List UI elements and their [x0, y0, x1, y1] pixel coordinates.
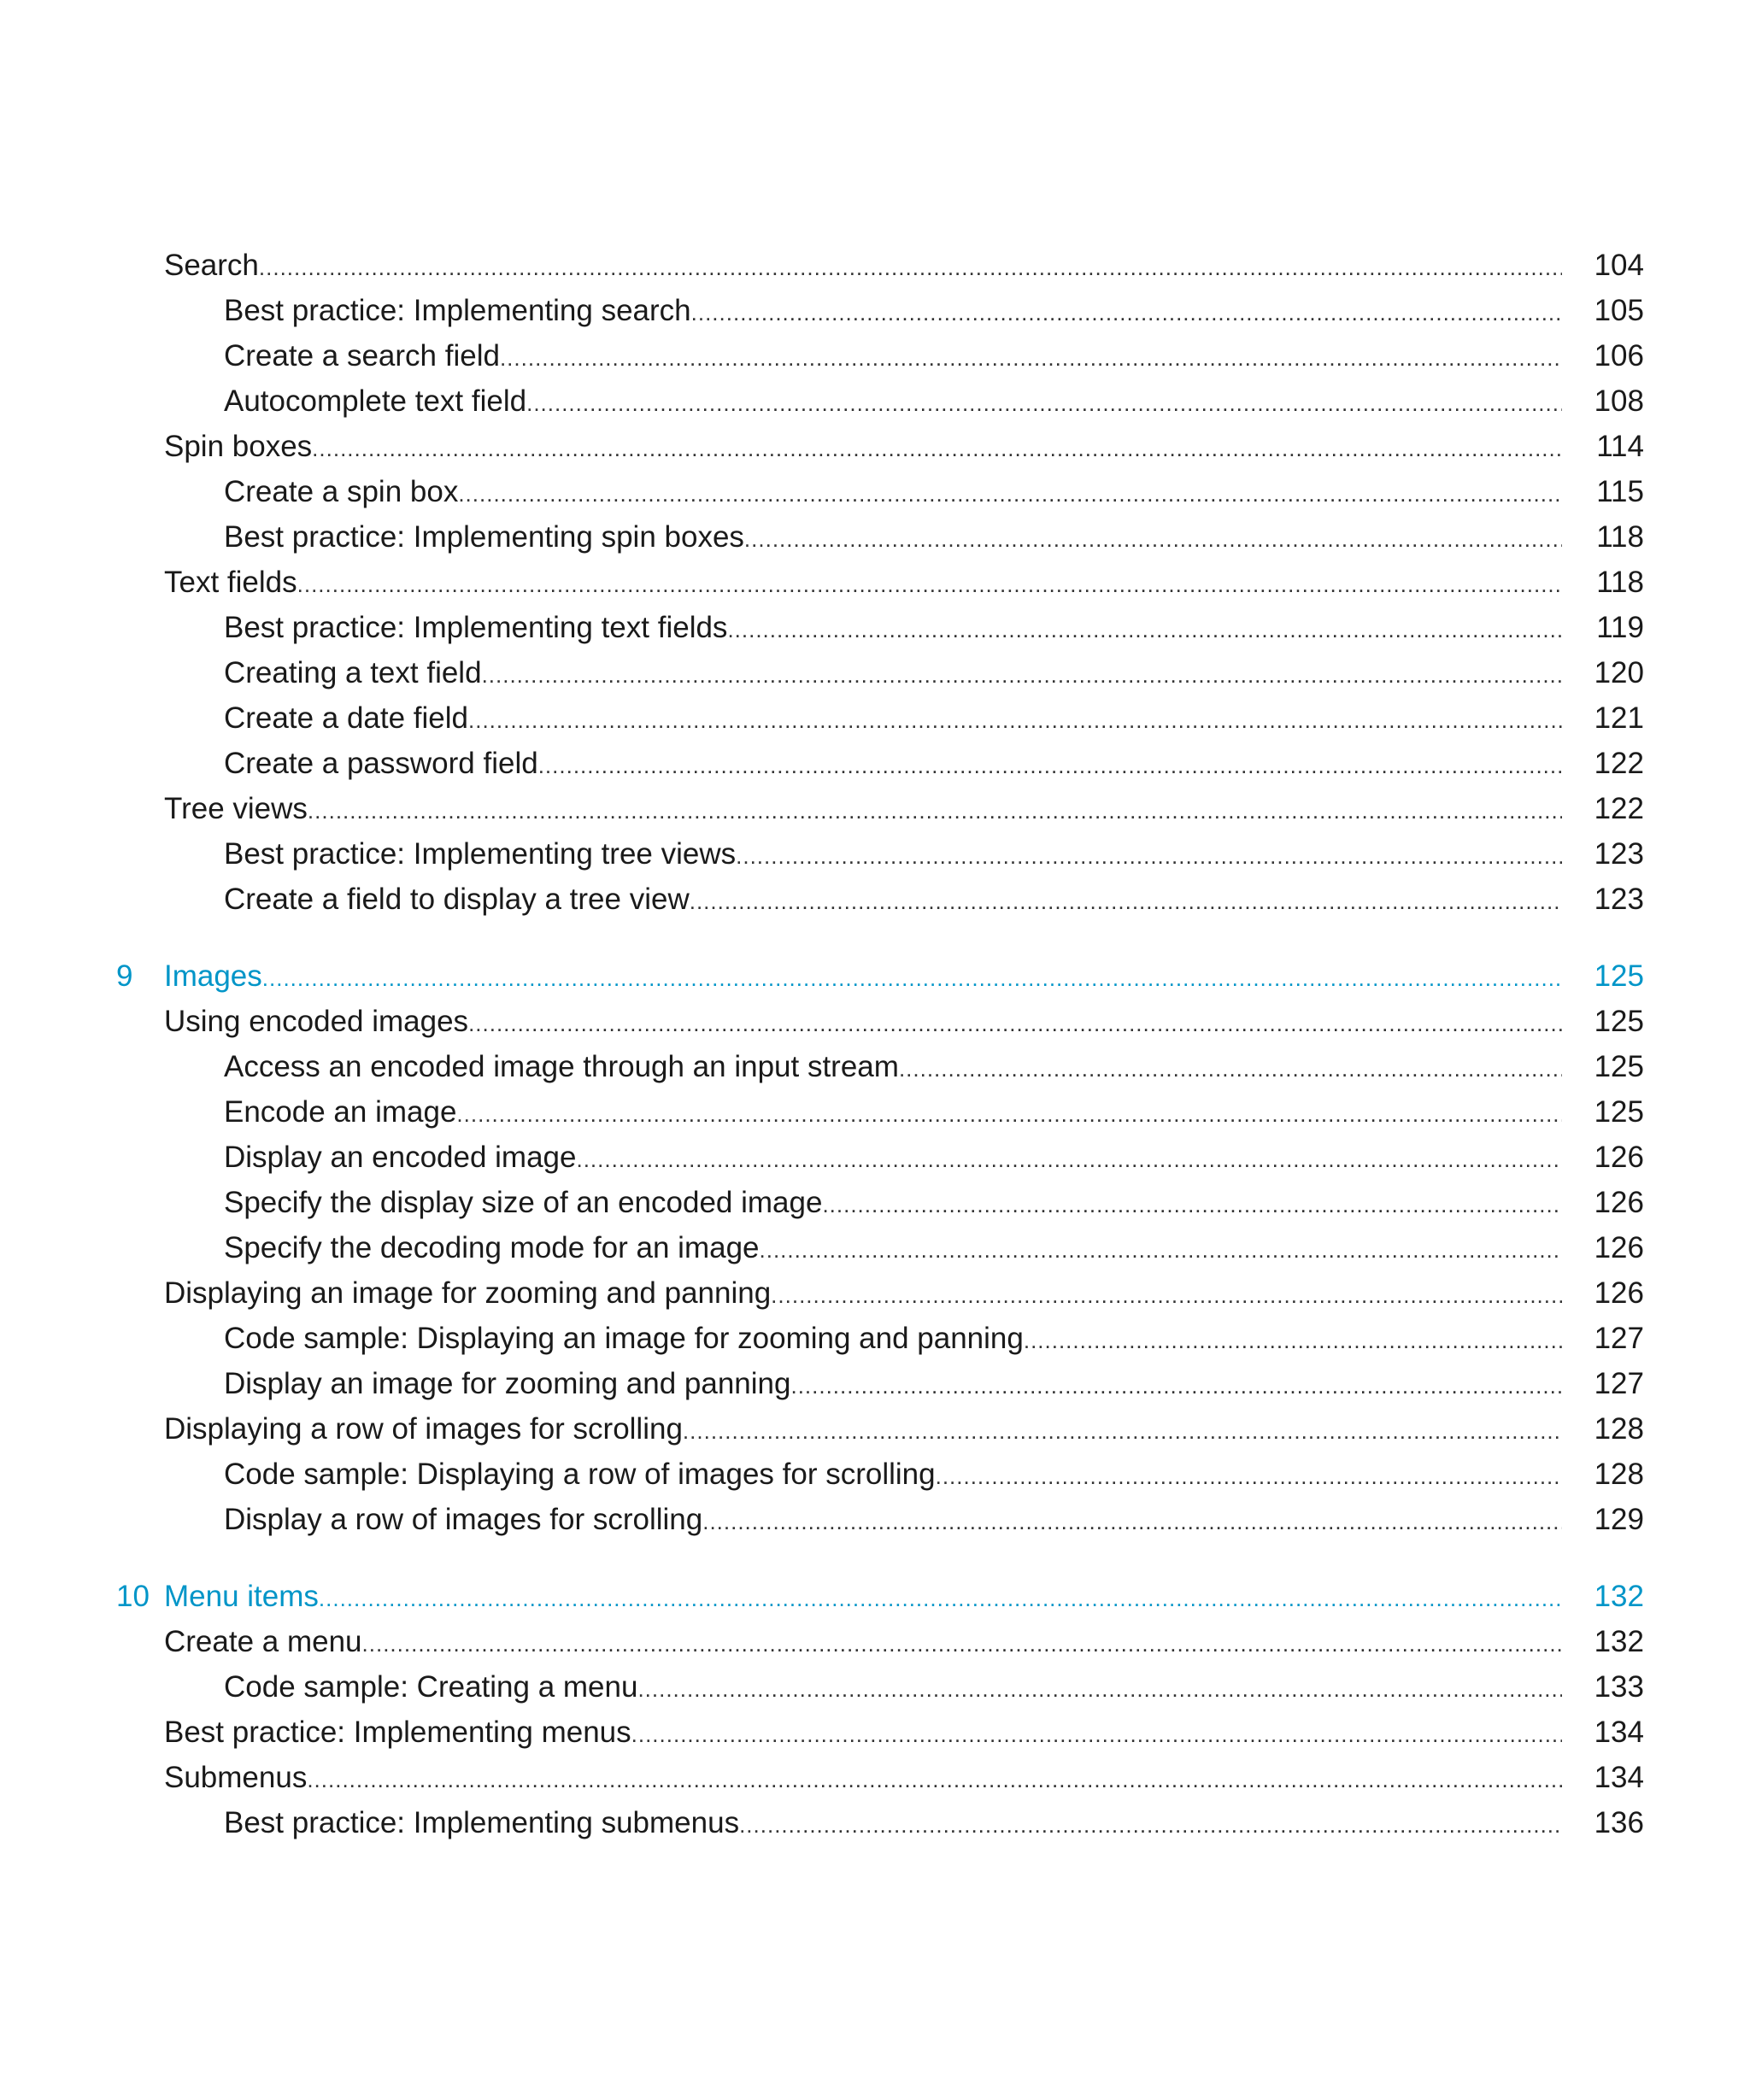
dot-leader: [297, 561, 1562, 607]
toc-entry-title: Specify the display size of an encoded image: [224, 1186, 823, 1219]
toc-entry-link[interactable]: [224, 1361, 1562, 1409]
toc-page-number: 126: [1594, 1231, 1644, 1264]
toc-entry[interactable]: [0, 1755, 1750, 1801]
toc-entry[interactable]: [0, 605, 1750, 651]
toc-entry-link[interactable]: [224, 1180, 1562, 1228]
toc-entry[interactable]: [0, 243, 1750, 289]
toc-entry-title: Submenus: [164, 1761, 308, 1794]
dot-leader: [936, 1453, 1562, 1499]
toc-entry-link[interactable]: [224, 695, 1562, 743]
toc-page-number: 128: [1594, 1412, 1644, 1446]
toc-page-number: 125: [1594, 1050, 1644, 1083]
toc-entry-title: Encode an image: [224, 1095, 457, 1129]
toc-page-number: 136: [1594, 1806, 1644, 1839]
toc-entry-title: Images: [164, 959, 262, 993]
toc-entry[interactable]: [0, 1225, 1750, 1271]
toc-page-number: 115: [1596, 475, 1644, 508]
toc-entry-title: Using encoded images: [164, 1005, 469, 1038]
toc-page-number: 118: [1596, 566, 1644, 599]
toc-page-number: 120: [1594, 656, 1644, 689]
toc-entry[interactable]: [0, 514, 1750, 560]
toc-entry[interactable]: [0, 424, 1750, 470]
toc-entry-link[interactable]: [164, 1619, 1562, 1667]
toc-entry[interactable]: [0, 831, 1750, 877]
toc-page-number: 122: [1594, 792, 1644, 825]
dot-leader: [526, 380, 1562, 426]
dot-leader: [899, 1046, 1562, 1092]
toc-entry[interactable]: [0, 1316, 1750, 1362]
toc-entry-link[interactable]: [224, 1497, 1562, 1545]
toc-page-number: 118: [1596, 520, 1644, 554]
dot-leader: [482, 652, 1562, 698]
toc-entry-link[interactable]: [224, 378, 1562, 426]
toc-page-number: 126: [1594, 1276, 1644, 1310]
toc-page-number: 134: [1594, 1716, 1644, 1749]
toc-page-number: 125: [1594, 1005, 1644, 1038]
toc-page-number: 126: [1594, 1186, 1644, 1219]
toc-entry-title: Create a spin box: [224, 475, 459, 508]
dot-leader: [690, 878, 1562, 924]
toc-entry[interactable]: [0, 1361, 1750, 1407]
toc-entry-title: Display an image for zooming and panning: [224, 1367, 791, 1400]
toc-entry-title: Best practice: Implementing search: [224, 294, 691, 327]
dot-leader: [702, 1499, 1562, 1545]
toc-page-number: 121: [1594, 701, 1644, 735]
toc-entry-link[interactable]: [224, 1452, 1562, 1499]
toc-entry[interactable]: [0, 650, 1750, 696]
dot-leader: [308, 788, 1562, 834]
toc-entry-title: Specify the decoding mode for an image: [224, 1231, 760, 1264]
dot-leader: [319, 1575, 1562, 1622]
dot-leader: [771, 1272, 1562, 1318]
toc-entry-title: Search: [164, 249, 259, 282]
toc-entry-link[interactable]: [224, 1135, 1562, 1182]
toc-page-number: 106: [1594, 339, 1644, 372]
dot-leader: [727, 607, 1562, 653]
dot-leader: [458, 471, 1562, 517]
toc-entry-title: Code sample: Displaying a row of images for scrolling: [224, 1458, 936, 1491]
dot-leader: [691, 290, 1562, 336]
toc-entry-link[interactable]: [224, 333, 1562, 381]
toc-entry[interactable]: [0, 1180, 1750, 1226]
dot-leader: [362, 1621, 1562, 1667]
toc-entry-title: Code sample: Creating a menu: [224, 1670, 638, 1704]
toc-entry-link[interactable]: [224, 469, 1562, 517]
dot-leader: [262, 955, 1562, 1001]
toc-entry[interactable]: [0, 1406, 1750, 1452]
toc-entry-title: Create a search field: [224, 339, 500, 372]
toc-page-number: 114: [1596, 430, 1644, 463]
toc-entry[interactable]: [0, 1089, 1750, 1135]
toc-entry-link[interactable]: [224, 1044, 1562, 1092]
toc-entry[interactable]: [0, 1800, 1750, 1846]
dot-leader: [790, 1363, 1562, 1409]
toc-entry-title: Display an encoded image: [224, 1141, 577, 1174]
toc-entry-link[interactable]: [164, 560, 1562, 607]
toc-entry-link[interactable]: [224, 1664, 1562, 1712]
chapter-number: 10: [116, 1580, 150, 1613]
toc-entry-title: Create a field to display a tree view: [224, 883, 690, 916]
toc-entry-title: Creating a text field: [224, 656, 482, 689]
toc-entry-link[interactable]: [224, 1800, 1562, 1848]
dot-leader: [500, 335, 1562, 381]
toc-entry[interactable]: [0, 288, 1750, 334]
toc-entry-title: Create a menu: [164, 1625, 362, 1658]
toc-entry-link[interactable]: [224, 831, 1562, 879]
toc-page-number: 123: [1594, 883, 1644, 916]
toc-page-number: 126: [1594, 1141, 1644, 1174]
toc-chapter-entry[interactable]: [0, 953, 1750, 1000]
toc-entry[interactable]: [0, 999, 1750, 1045]
dot-leader: [576, 1136, 1562, 1182]
toc-entry-link[interactable]: [164, 786, 1562, 834]
toc-entry-link[interactable]: [224, 877, 1562, 924]
toc-page-number: 127: [1594, 1367, 1644, 1400]
toc-entry[interactable]: [0, 786, 1750, 832]
toc-entry-title: Menu items: [164, 1580, 319, 1613]
toc-entry-link[interactable]: [164, 1270, 1562, 1318]
toc-entry[interactable]: [0, 1270, 1750, 1317]
dot-leader: [744, 516, 1562, 562]
toc-entry-link[interactable]: [164, 243, 1562, 290]
toc-entry-title: Display a row of images for scrolling: [224, 1503, 703, 1536]
dot-leader: [631, 1711, 1562, 1757]
toc-entry-link[interactable]: [224, 1316, 1562, 1364]
toc-entry-link[interactable]: [224, 288, 1562, 336]
toc-page-number: 132: [1594, 1625, 1644, 1658]
toc-entry-title: Best practice: Implementing submenus: [224, 1806, 740, 1839]
toc-entry-title: Best practice: Implementing menus: [164, 1716, 631, 1749]
toc-page-number: 122: [1594, 747, 1644, 780]
toc-page-number: 119: [1596, 611, 1644, 644]
dot-leader: [468, 1000, 1562, 1047]
toc-entry[interactable]: [0, 560, 1750, 606]
toc-entry-link[interactable]: [224, 514, 1562, 562]
toc-entry[interactable]: [0, 1710, 1750, 1756]
toc-page-number: 108: [1594, 384, 1644, 418]
toc-entry-link[interactable]: [224, 605, 1562, 653]
toc-chapter-entry[interactable]: [0, 1574, 1750, 1620]
toc-page-number: 105: [1594, 294, 1644, 327]
toc-entry-title: Code sample: Displaying an image for zooming and panning: [224, 1322, 1024, 1355]
toc-page-number: 125: [1594, 959, 1644, 993]
toc-page-number: 104: [1594, 249, 1644, 282]
toc-entry-title: Create a password field: [224, 747, 538, 780]
toc-entry-link[interactable]: [164, 1755, 1562, 1803]
toc-entry-link[interactable]: [224, 650, 1562, 698]
toc-page-number: 134: [1594, 1761, 1644, 1794]
toc-entry[interactable]: [0, 1664, 1750, 1710]
dot-leader: [683, 1408, 1562, 1454]
toc-entry-link[interactable]: [164, 953, 1562, 1001]
dot-leader: [259, 244, 1562, 290]
dot-leader: [1024, 1317, 1562, 1364]
toc-page-number: 127: [1594, 1322, 1644, 1355]
toc-entry-link[interactable]: [224, 1225, 1562, 1273]
toc-entry-link[interactable]: [164, 1406, 1562, 1454]
toc-entry-link[interactable]: [164, 1574, 1562, 1622]
dot-leader: [736, 833, 1562, 879]
toc-page-number: 129: [1594, 1503, 1644, 1536]
toc-entry-title: Best practice: Implementing spin boxes: [224, 520, 744, 554]
toc-entry-title: Best practice: Implementing tree views: [224, 837, 737, 871]
toc-entry-link[interactable]: [224, 741, 1562, 789]
toc-entry-title: Best practice: Implementing text fields: [224, 611, 728, 644]
toc-entry-title: Spin boxes: [164, 430, 313, 463]
toc-entry-title: Create a date field: [224, 701, 469, 735]
toc-entry[interactable]: [0, 695, 1750, 742]
toc-entry[interactable]: [0, 741, 1750, 787]
dot-leader: [538, 742, 1562, 789]
dot-leader: [468, 697, 1562, 743]
dot-leader: [760, 1227, 1563, 1273]
toc-entry[interactable]: [0, 877, 1750, 923]
toc-entry-link[interactable]: [164, 999, 1562, 1047]
toc-entry-link[interactable]: [164, 1710, 1562, 1757]
toc-entry-title: Tree views: [164, 792, 308, 825]
toc-entry[interactable]: [0, 1497, 1750, 1543]
dot-leader: [312, 425, 1562, 472]
toc-entry[interactable]: [0, 1619, 1750, 1665]
toc-entry[interactable]: [0, 378, 1750, 425]
toc-entry-title: Text fields: [164, 566, 297, 599]
toc-page-number: 133: [1594, 1670, 1644, 1704]
dot-leader: [637, 1666, 1562, 1712]
toc-entry[interactable]: [0, 469, 1750, 515]
toc-page-number: 125: [1594, 1095, 1644, 1129]
toc-entry-link[interactable]: [164, 424, 1562, 472]
toc-entry[interactable]: [0, 1452, 1750, 1498]
dot-leader: [739, 1802, 1562, 1848]
toc-page-number: 128: [1594, 1458, 1644, 1491]
toc-entry[interactable]: [0, 1044, 1750, 1090]
toc-entry-title: Displaying an image for zooming and panning: [164, 1276, 772, 1310]
dot-leader: [307, 1757, 1562, 1803]
chapter-number: 9: [116, 959, 133, 993]
toc-entry-title: Displaying a row of images for scrolling: [164, 1412, 683, 1446]
toc-entry[interactable]: [0, 333, 1750, 379]
toc-entry-link[interactable]: [224, 1089, 1562, 1137]
dot-leader: [822, 1182, 1562, 1228]
toc-page-number: 132: [1594, 1580, 1644, 1613]
dot-leader: [456, 1091, 1562, 1137]
toc-entry[interactable]: [0, 1135, 1750, 1181]
toc-entry-title: Access an encoded image through an input stream: [224, 1050, 899, 1083]
toc-page-number: 123: [1594, 837, 1644, 871]
toc-entry-title: Autocomplete text field: [224, 384, 527, 418]
